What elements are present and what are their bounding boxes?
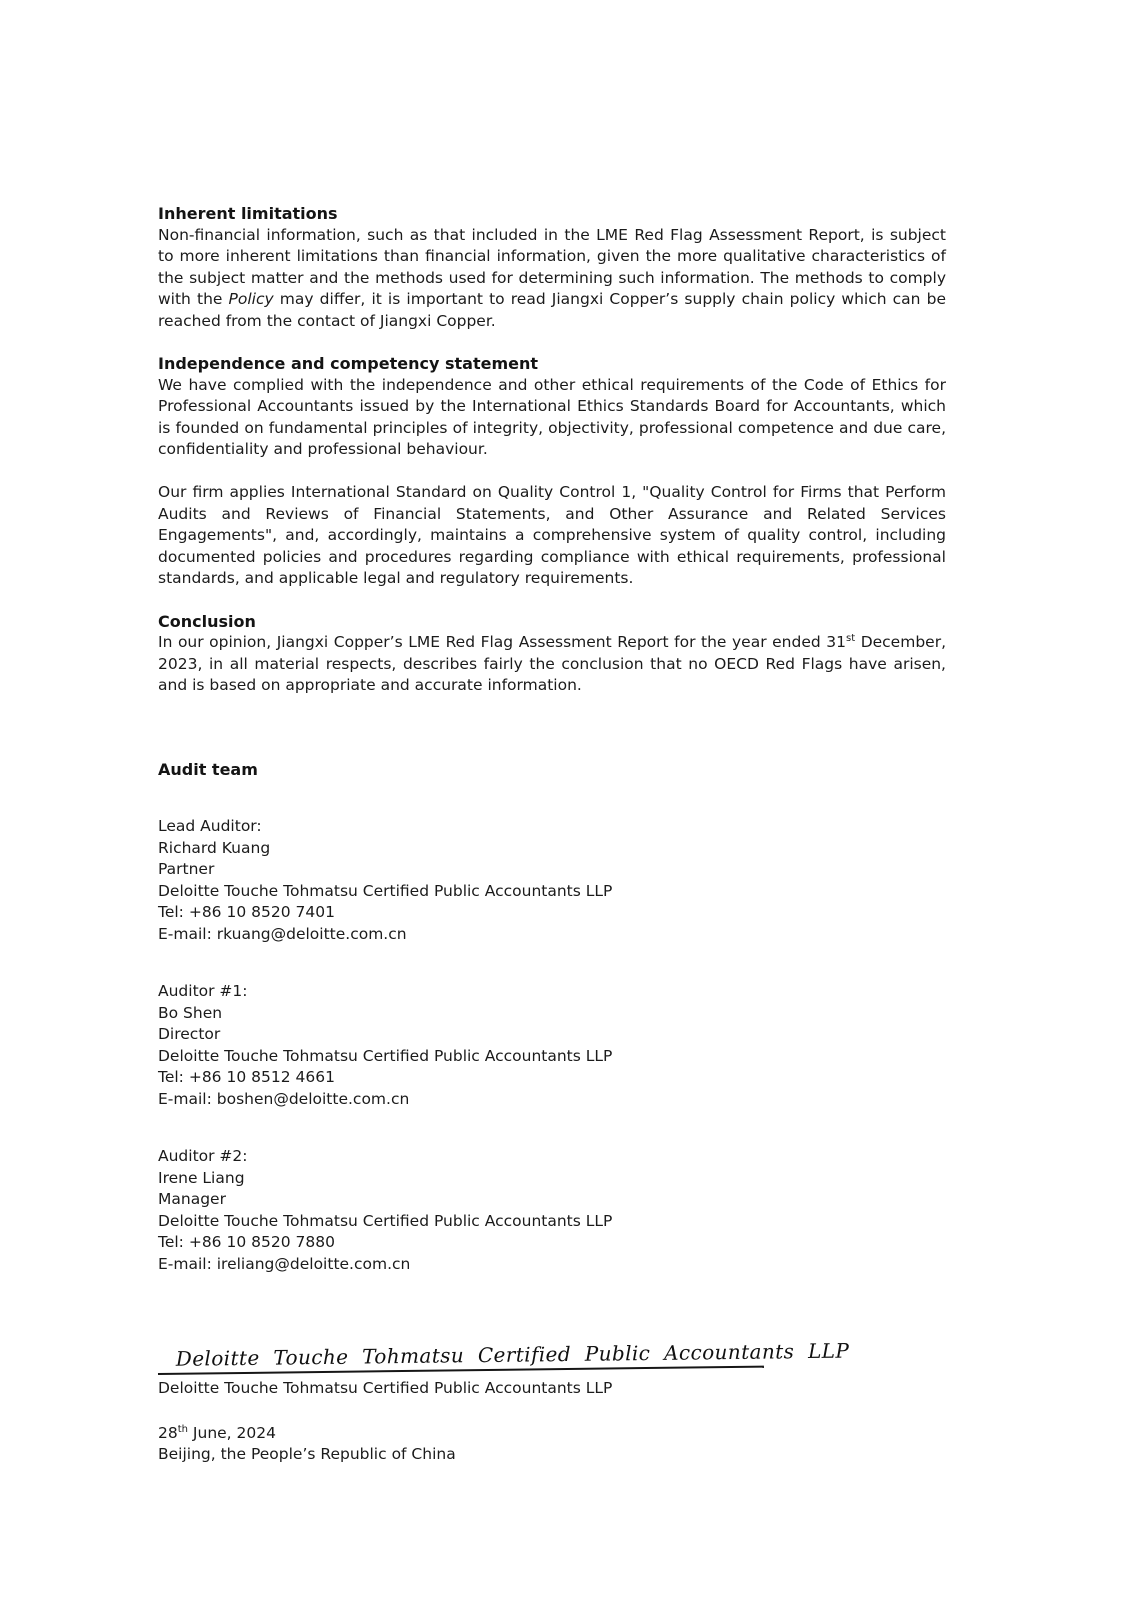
conclusion-text-1: In our opinion, Jiangxi Copper’s LME Red Flag Assessment Report for the year ended 31: [158, 633, 846, 651]
auditor-name: Bo Shen: [158, 1003, 223, 1022]
auditor-email: E-mail: boshen@deloitte.com.cn: [158, 1089, 410, 1108]
report-date-ordinal-superscript: th: [177, 1423, 188, 1435]
auditor-block-2: [158, 1146, 946, 1275]
section-inherent-limitations: [158, 203, 946, 332]
auditor-block-1: [158, 981, 946, 1110]
report-date: [158, 1423, 946, 1445]
conclusion-ordinal-superscript: st: [846, 632, 856, 644]
report-location: Beijing, the People’s Republic of China: [158, 1445, 456, 1463]
handwritten-signature: Deloitte Touche Tohmatsu Certified Public Accountants LLP: [158, 1340, 764, 1375]
auditor-email: E-mail: rkuang@deloitte.com.cn: [158, 924, 407, 943]
auditor-tel: Tel: +86 10 8520 7880: [158, 1233, 335, 1251]
auditor-role-label: Auditor #2:: [158, 1147, 248, 1165]
auditor-title: Manager: [158, 1190, 226, 1208]
auditor-firm: Deloitte Touche Tohmatsu Certified Public Accountants LLP: [158, 1211, 613, 1230]
dateline-section: [158, 1423, 946, 1466]
document-content: [158, 203, 946, 1466]
section-independence-statement: [158, 353, 946, 590]
report-date-rest: June, 2024: [188, 1423, 276, 1442]
inherent-limitations-body: [158, 225, 946, 333]
auditor-name: Richard Kuang: [158, 838, 271, 857]
section-audit-team: [158, 759, 946, 1276]
conclusion-body: [158, 632, 946, 697]
conclusion-heading: Conclusion: [158, 611, 256, 631]
auditor-firm: Deloitte Touche Tohmatsu Certified Public Accountants LLP: [158, 1046, 613, 1065]
auditor-role-label: Auditor #1:: [158, 982, 248, 1000]
auditor-role-label: Lead Auditor:: [158, 817, 262, 835]
audit-team-heading: Audit team: [158, 759, 258, 779]
inherent-limitations-heading: Inherent limitations: [158, 204, 338, 223]
independence-paragraph-2: Our firm applies International Standard on Quality Control 1, "Quality Control for Firms that Perform Audits and Reviews of Financial Statements, and Other Assurance and Related Services Engagements", and, accordingly, maintains a comprehensive system of quality control, including documented policies and procedures regarding compliance with ethical requirements, professional standards, and applicable legal and regulatory requirements.: [158, 483, 946, 587]
independence-paragraph-1: We have complied with the independence and other ethical requirements of the Code of Ethics for Professional Accountants issued by the International Ethics Standards Board for Accountants, which is founded on fundamental principles of integrity, objectivity, professional competence and due care, confidentiality and professional behaviour.: [158, 375, 946, 458]
policy-italic-term: Policy: [228, 290, 274, 308]
auditor-title: Director: [158, 1025, 221, 1043]
auditor-tel: Tel: +86 10 8520 7401: [158, 903, 335, 921]
signature-printed-name: Deloitte Touche Tohmatsu Certified Public Accountants LLP: [158, 1379, 613, 1397]
inherent-limitations-text-2: may differ, it is important to read Jiangxi Copper’s supply chain policy which can be reached from the contact of Jiangxi Copper.: [158, 290, 946, 330]
auditor-title: Partner: [158, 860, 215, 878]
auditor-name: Irene Liang: [158, 1168, 245, 1187]
section-conclusion: [158, 611, 946, 697]
auditor-firm: Deloitte Touche Tohmatsu Certified Public Accountants LLP: [158, 881, 613, 900]
signature-section: [158, 1338, 850, 1400]
auditor-tel: Tel: +86 10 8512 4661: [158, 1068, 335, 1086]
inherent-limitations-text-1: Non-financial information, such as that included in the LME Red Flag Assessment Report, is subject to more inherent limitations than financial information, given the more qualitative characteristics of the subject matter and the methods used for determining such information. The methods to comply with the: [158, 225, 946, 308]
independence-heading: Independence and competency statement: [158, 354, 539, 373]
conclusion-text-2: December, 2023, in all material respects, describes fairly the conclusion that no OECD Red Flags have arisen, and is based on appropriate and accurate information.: [158, 633, 946, 694]
auditor-block-lead: [158, 816, 946, 945]
report-date-day: 28: [158, 1423, 178, 1442]
auditor-email: E-mail: ireliang@deloitte.com.cn: [158, 1254, 411, 1273]
